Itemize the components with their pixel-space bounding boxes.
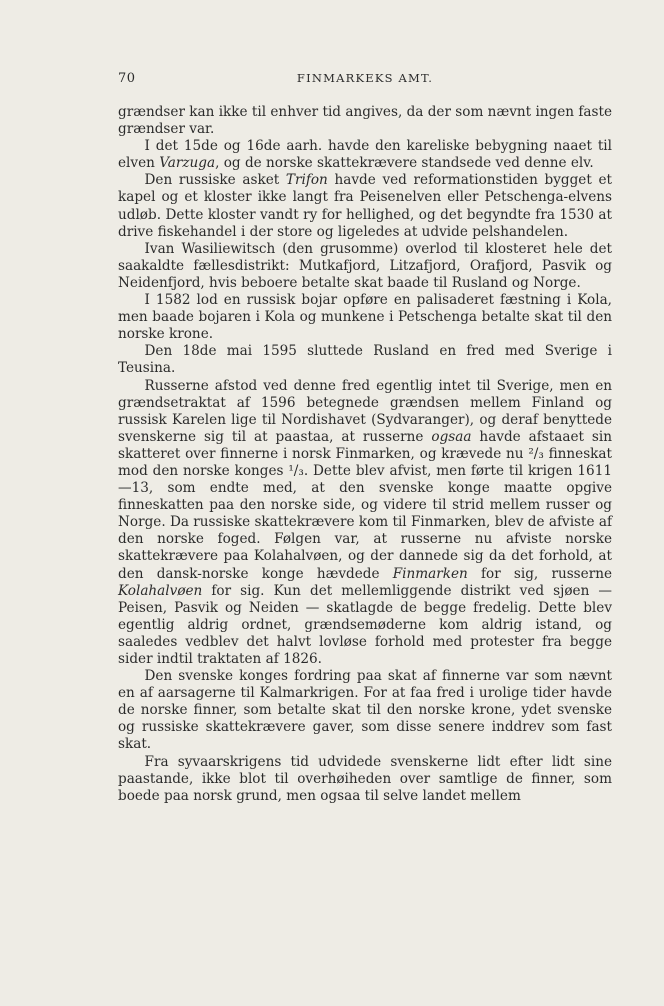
page-number: 70 [118, 71, 136, 86]
page-header [118, 71, 612, 91]
paragraph: Den russiske asket Trifon havde ved reformationstiden bygget et kapel og et kloster ikke langt fra Peisenelven eller Petschenga-elvens udløb. Dette kloster vandt ry for hellighed, og det begyndte fra 1530 at drive fiskehandel i der store og ligeledes at udvide pelshandelen. [118, 172, 612, 240]
place-name: Varzuga [159, 155, 216, 172]
body-text [118, 104, 612, 805]
paragraph: Ivan Wasiliewitsch (den grusomme) overlod til klosteret hele det saakaldte fællesdistrikt: Mutkafjord, Litzafjord, Orafjord, Pasvik og Neidenfjord, hvis beboere betalte skat baade til Rusland og Norge. [118, 240, 612, 291]
paragraph: Den 18de mai 1595 sluttede Rusland en fred med Sverige i Teusina. [118, 343, 612, 377]
paragraph: I det 15de og 16de aarh. havde den kareliske bebygning naaet til elven Varzuga, og de norske skattekrævere standsede ved denne elv. [118, 138, 612, 172]
emphasis: ogsaa [431, 428, 472, 445]
person-name: Trifon [285, 172, 328, 189]
paragraph: I 1582 lod en russisk bojar opføre en palisaderet fæstning i Kola, men baade bojaren i Kola og munkene i Petschenga betalte skat til den norske krone. [118, 292, 612, 343]
paragraph: Russerne afstod ved denne fred egentlig intet til Sverige, men en grændsetraktat af 1596 betegnede grændsen mellem Finland og russisk Karelen lige til Nordishavet (Sydvaranger), og deraf benyttede svenskerne sig til at paastaa, at russerne ogsaa havde afstaaet sin skatteret over finnerne i norsk Finmarken, og krævede nu ²/₃ finneskat mod den norske konges ¹/₃. Dette blev afvist, men førte til krigen 1611—13, som endte med, at den svenske konge maatte opgive finneskatten paa den norske side, og videre til strid mellem russer og Norge. Da russiske skattekrævere kom til Finmarken, blev de afviste af den norske foged. Følgen var, at russerne nu afviste norske skattekrævere paa Kolahalvøen, og der dannede sig da det forhold, at den dansk-norske konge hævdede Finmarken for sig, russerne Kolahalvøen for sig. Kun det mellemliggende distrikt ved sjøen — Peisen, Pasvik og Neiden — skatlagde de begge fredelig. Dette blev egentlig aldrig ordnet, grændsemøderne kom aldrig istand, og saaledes vedblev det halvt lovløse forhold med protester fra begge sider indtil traktaten af 1826. [118, 377, 612, 667]
place-name: Kolahalvøen [118, 582, 203, 599]
place-name: Finmarken [392, 565, 468, 582]
paragraph: Den svenske konges fordring paa skat af finnerne var som nævnt en af aarsagerne til Kalmarkrigen. For at faa fred i urolige tider havde de norske finner, som betalte skat til den norske krone, ydet svenske og russiske skattekrævere gaver, som disse senere inddrev som fast skat. [118, 668, 612, 753]
running-title: FINMARKEKS AMT. [296, 71, 434, 85]
paragraph: Fra syvaarskrigens tid udvidede svenskerne lidt efter lidt sine paastande, ikke blot til overhøiheden over samtlige de finner, som boede paa norsk grund, men ogsaa til selve landet mellem [118, 753, 612, 804]
paragraph: grændser kan ikke til enhver tid angives, da der som nævnt ingen faste grændser var. [118, 104, 612, 138]
